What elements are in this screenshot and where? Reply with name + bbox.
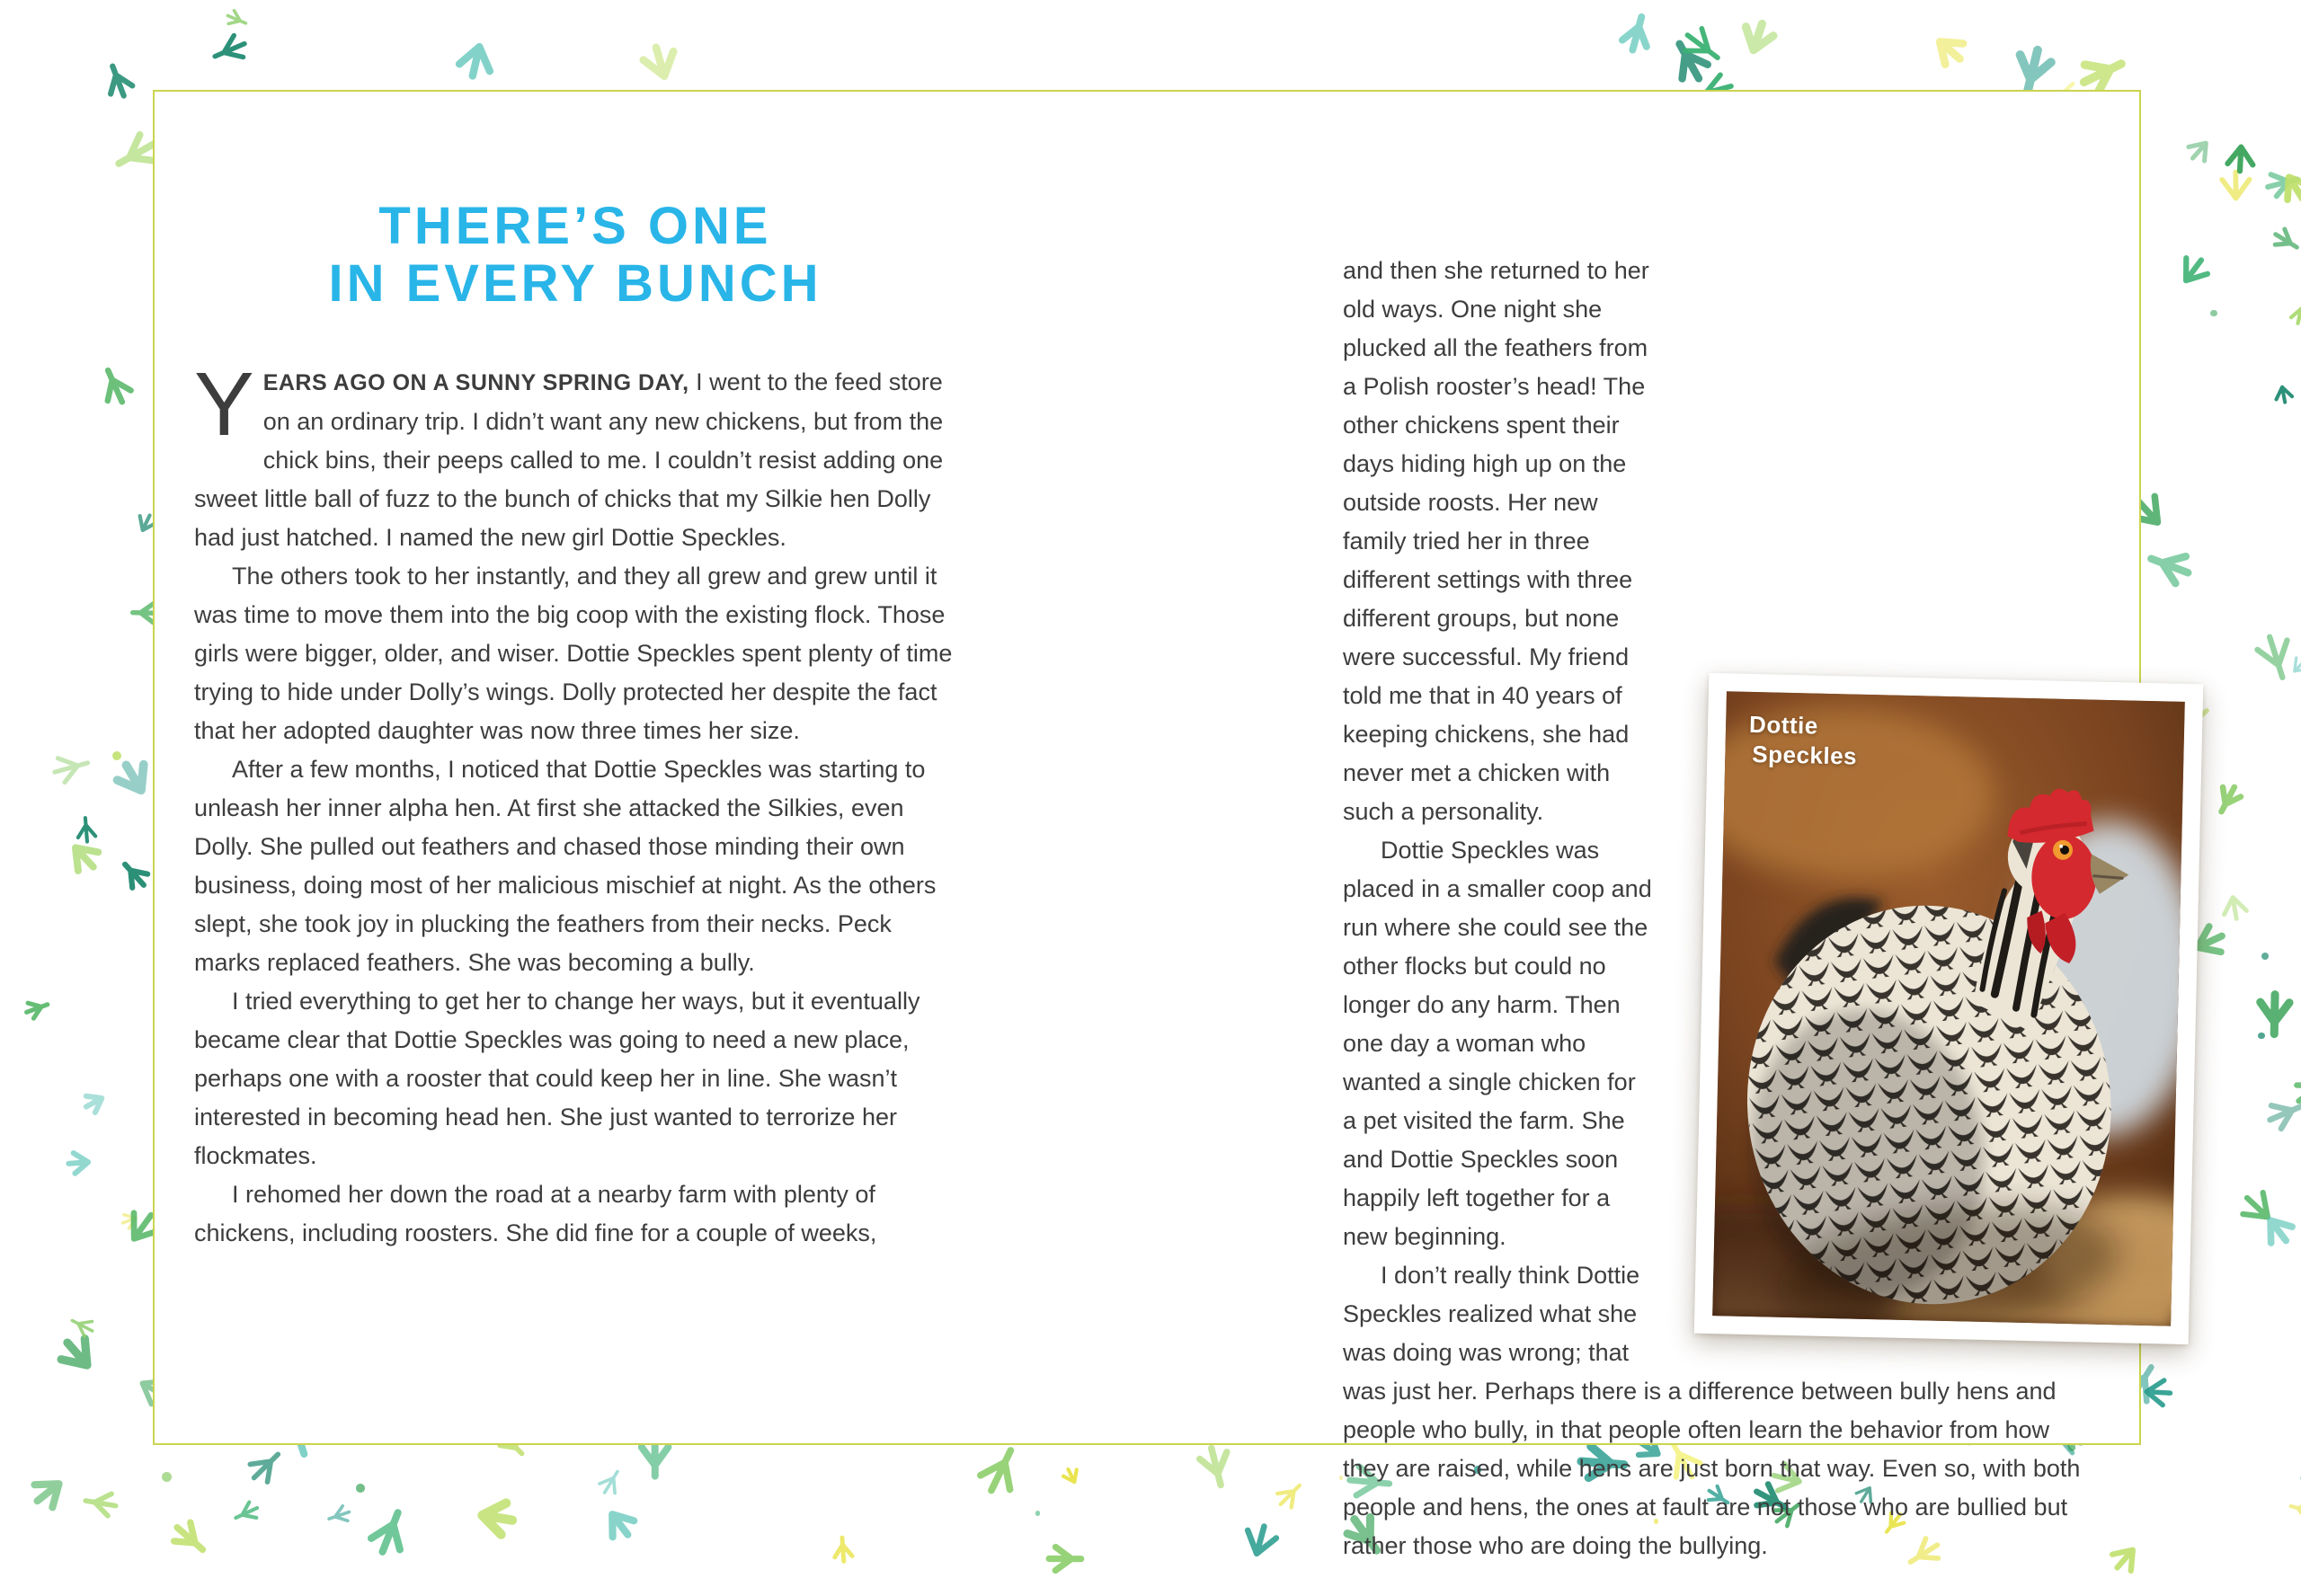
right-column (1343, 252, 2085, 1565)
title-line-2: IN EVERY BUNCH (328, 253, 822, 313)
polaroid-photo (1694, 673, 2204, 1344)
caption-line-1: Dottie (1748, 710, 1819, 740)
photo-caption (1748, 710, 1858, 772)
paragraph: and then she returned to her old ways. One night she plucked all the feathers from a Polish rooster’s head! The other chickens spent their days hiding high up on the outside roosts. Her new family tried her in three different settings with three different groups, but none were successful. My friend told me that in 40 years of keeping chickens, she had never met a chicken with such a personality. (1343, 257, 1649, 825)
page-card (153, 90, 2141, 1559)
paragraph-text: I went to the feed store on an ordinary trip. I didn’t want any new chickens, but from the chick bins, their peeps called to me. I couldn’t resist adding one sweet little ball of fuzz to the bunch of chicks that my Silkie hen Dolly had just hatched. I named the new girl Dottie Speckles. (194, 368, 944, 551)
chicken-photo (1712, 691, 2185, 1326)
paragraph: I don’t really think Dottie Speckles realized what she was doing was wrong; that was just her. Perhaps there is a difference between bully hens and people who bully, in that people often learn the behavior from how they are raised, while hens are just born that way. Even so, with both people and hens, the ones at fault are not those who are bullied but rather those who are doing the bullying. (1343, 1262, 2081, 1559)
title-line-1: THERE’S ONE (378, 197, 772, 255)
left-column (194, 198, 956, 1253)
chapter-title (194, 198, 956, 313)
lead-in: EARS AGO ON A SUNNY SPRING DAY, (262, 369, 689, 395)
photo-inner (1712, 691, 2185, 1326)
paragraph: I tried everything to get her to change her ways, but it eventually became clear that Dottie Speckles was going to need a new place, perhaps one with a rooster that could keep her in line. She wasn’t interested in becoming head hen. She just wanted to terrorize her flockmates. (194, 987, 920, 1169)
paragraph: I rehomed her down the road at a nearby farm with plenty of chickens, including roosters. She did fine for a couple of weeks, (194, 1180, 877, 1246)
caption-line-2: Speckles (1752, 740, 1858, 770)
drop-cap: Y (194, 353, 254, 455)
photo-float-anchor (1676, 678, 2085, 1334)
paragraph: Dottie Speckles was placed in a smaller coop and run where she could see the other flocks but could no longer do any harm. Then one day a woman who wanted a single chicken for a pet visited the farm. She and Dottie Speckles soon happily left together for a new beginning. (1343, 837, 1652, 1250)
paragraph (194, 353, 956, 557)
paragraph: The others took to her instantly, and they all grew and grew until it was time to move them into the big coop with the existing flock. Those girls were bigger, older, and wiser. Dottie Speckles spent plenty of time trying to hide under Dolly’s wings. Dolly protected her despite the fact that her adopted daughter was now three times her size. (194, 562, 953, 744)
paragraph: After a few months, I noticed that Dottie Speckles was starting to unleash her inner alpha hen. At first she attacked the Silkies, even Dolly. She pulled out feathers and chased those minding their own business, doing most of her malicious mischief at night. As the others slept, she took joy in plucking the feathers from their necks. Peck marks replaced feathers. She was becoming a bully. (194, 755, 937, 976)
